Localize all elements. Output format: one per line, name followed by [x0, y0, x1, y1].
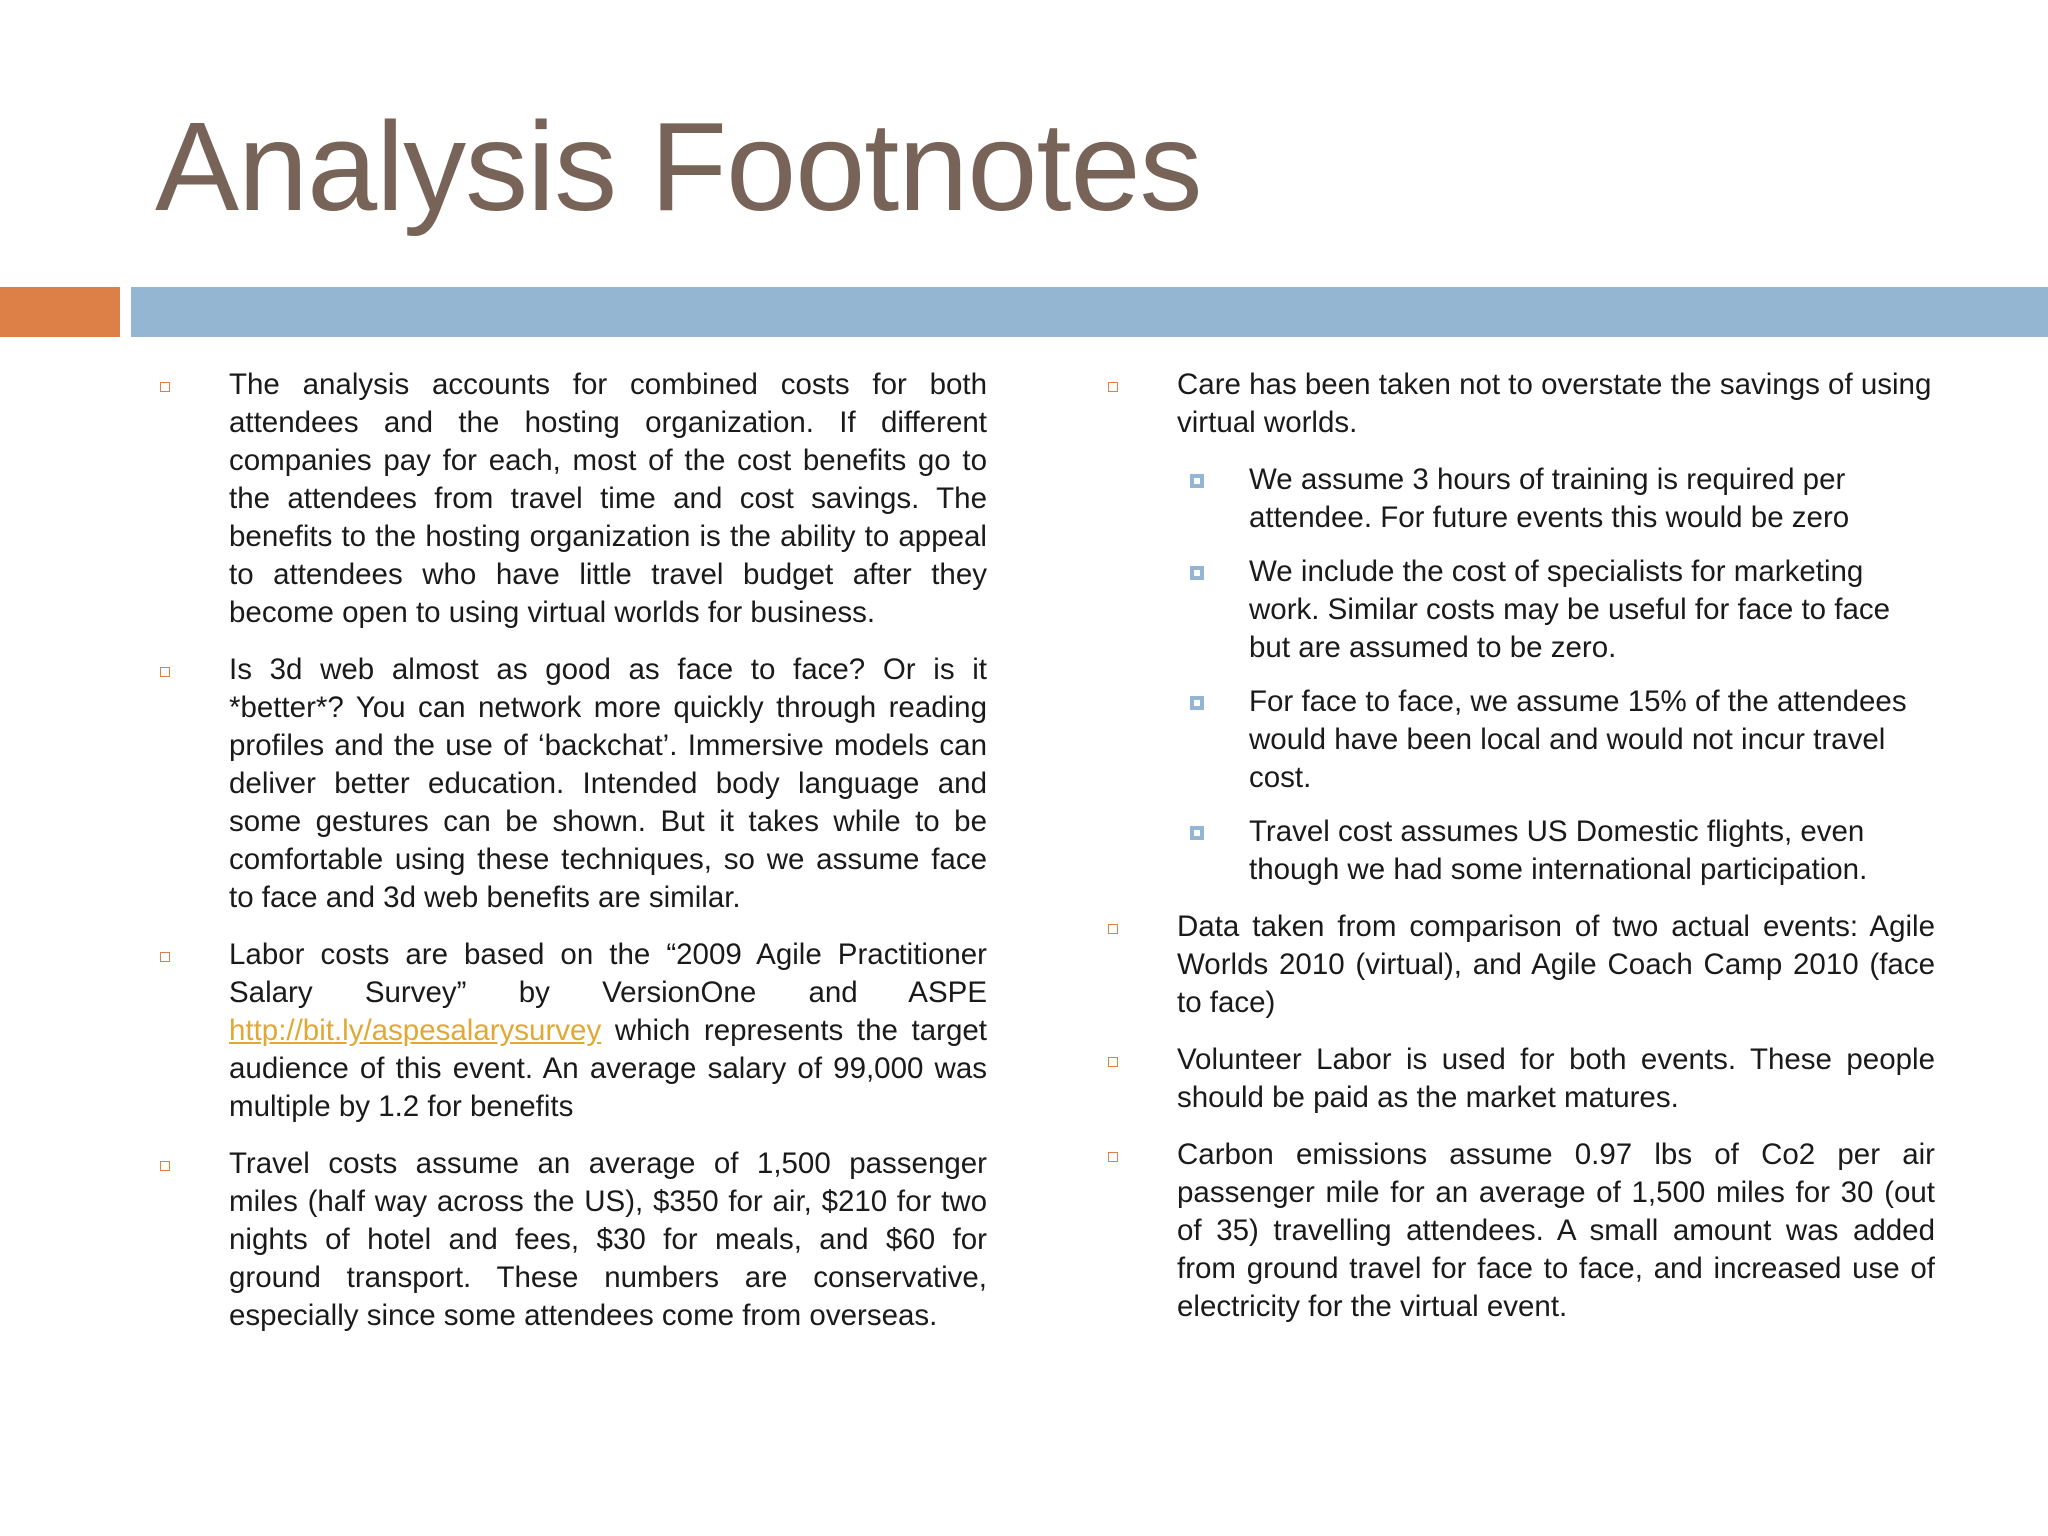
square-bullet-icon	[160, 1161, 170, 1171]
list-item	[1105, 366, 1935, 442]
accent-bar-blue	[131, 287, 2048, 337]
square-sub-bullet-icon	[1190, 566, 1204, 580]
list-item	[1105, 1041, 1935, 1117]
slide-title: Analysis Footnotes	[155, 96, 1202, 237]
sub-item-text: Travel cost assumes US Domestic flights, even though we had some international participation.	[1249, 815, 1868, 886]
square-sub-bullet-icon	[1190, 826, 1204, 840]
list-item	[1105, 908, 1935, 1022]
item-text: Travel costs assume an average of 1,500 passenger miles (half way across the US), $350 for air, $210 for two nights of hotel and fees, $30 for meals, and $60 for ground transport. These numbers are conservative, especially since some attendees come from overseas.	[229, 1147, 987, 1332]
list-item	[1105, 1136, 1935, 1326]
square-bullet-icon	[1108, 1152, 1118, 1162]
item-text-before: Labor costs are based on the “2009 Agile Practitioner Salary Survey” by VersionOne and ASPE	[229, 938, 987, 1009]
item-text-after: which represents the target audience of this event. An average salary of 99,000 was multiple by 1.2 for benefits	[229, 1014, 987, 1123]
square-bullet-icon	[1108, 1057, 1118, 1067]
item-text: Data taken from comparison of two actual events: Agile Worlds 2010 (virtual), and Agile Coach Camp 2010 (face to face)	[1177, 910, 1935, 1019]
list-item	[157, 651, 987, 917]
square-bullet-icon	[160, 667, 170, 677]
list-item	[157, 1145, 987, 1335]
accent-bar-orange	[0, 287, 120, 337]
item-text: Care has been taken not to overstate the savings of using virtual worlds.	[1177, 368, 1932, 439]
sub-item-text: For face to face, we assume 15% of the attendees would have been local and would not incur travel cost.	[1249, 685, 1907, 794]
list-item	[157, 366, 987, 632]
sub-list-item	[1105, 683, 1935, 797]
square-bullet-icon	[1108, 924, 1118, 934]
item-text: The analysis accounts for combined costs for both attendees and the hosting organization. If different companies pay for each, most of the cost benefits go to the attendees from travel time and cost savings. The benefits to the hosting organization is the ability to appeal to attendees who have little travel budget after they become open to using virtual worlds for business.	[229, 368, 987, 629]
item-text-with-link	[229, 936, 987, 1126]
square-sub-bullet-icon	[1190, 474, 1204, 488]
left-column	[157, 366, 987, 1354]
sub-list-item	[1105, 813, 1935, 889]
right-column	[1105, 366, 1935, 1345]
item-text: Carbon emissions assume 0.97 lbs of Co2 per air passenger mile for an average of 1,500 miles for 30 (out of 35) travelling attendees. A small amount was added from ground travel for face to face, and increased use of electricity for the virtual event.	[1177, 1138, 1935, 1323]
item-text: Is 3d web almost as good as face to face? Or is it *better*? You can network more quickly through reading profiles and the use of ‘backchat’. Immersive models can deliver better education. Intended body language and some gestures can be shown. But it takes while to be comfortable using these techniques, so we assume face to face and 3d web benefits are similar.	[229, 653, 987, 914]
item-text: Volunteer Labor is used for both events. These people should be paid as the market matures.	[1177, 1043, 1935, 1114]
sub-list-item	[1105, 553, 1935, 667]
sub-item-text: We include the cost of specialists for marketing work. Similar costs may be useful for face to face but are assumed to be zero.	[1249, 555, 1891, 664]
salary-survey-link[interactable]: http://bit.ly/aspesalarysurvey	[229, 1014, 602, 1047]
square-sub-bullet-icon	[1190, 696, 1204, 710]
square-bullet-icon	[160, 952, 170, 962]
square-bullet-icon	[1108, 382, 1118, 392]
sub-item-text: We assume 3 hours of training is required per attendee. For future events this would be zero	[1249, 463, 1850, 534]
sub-list-item	[1105, 461, 1935, 537]
square-bullet-icon	[160, 382, 170, 392]
list-item	[157, 936, 987, 1126]
